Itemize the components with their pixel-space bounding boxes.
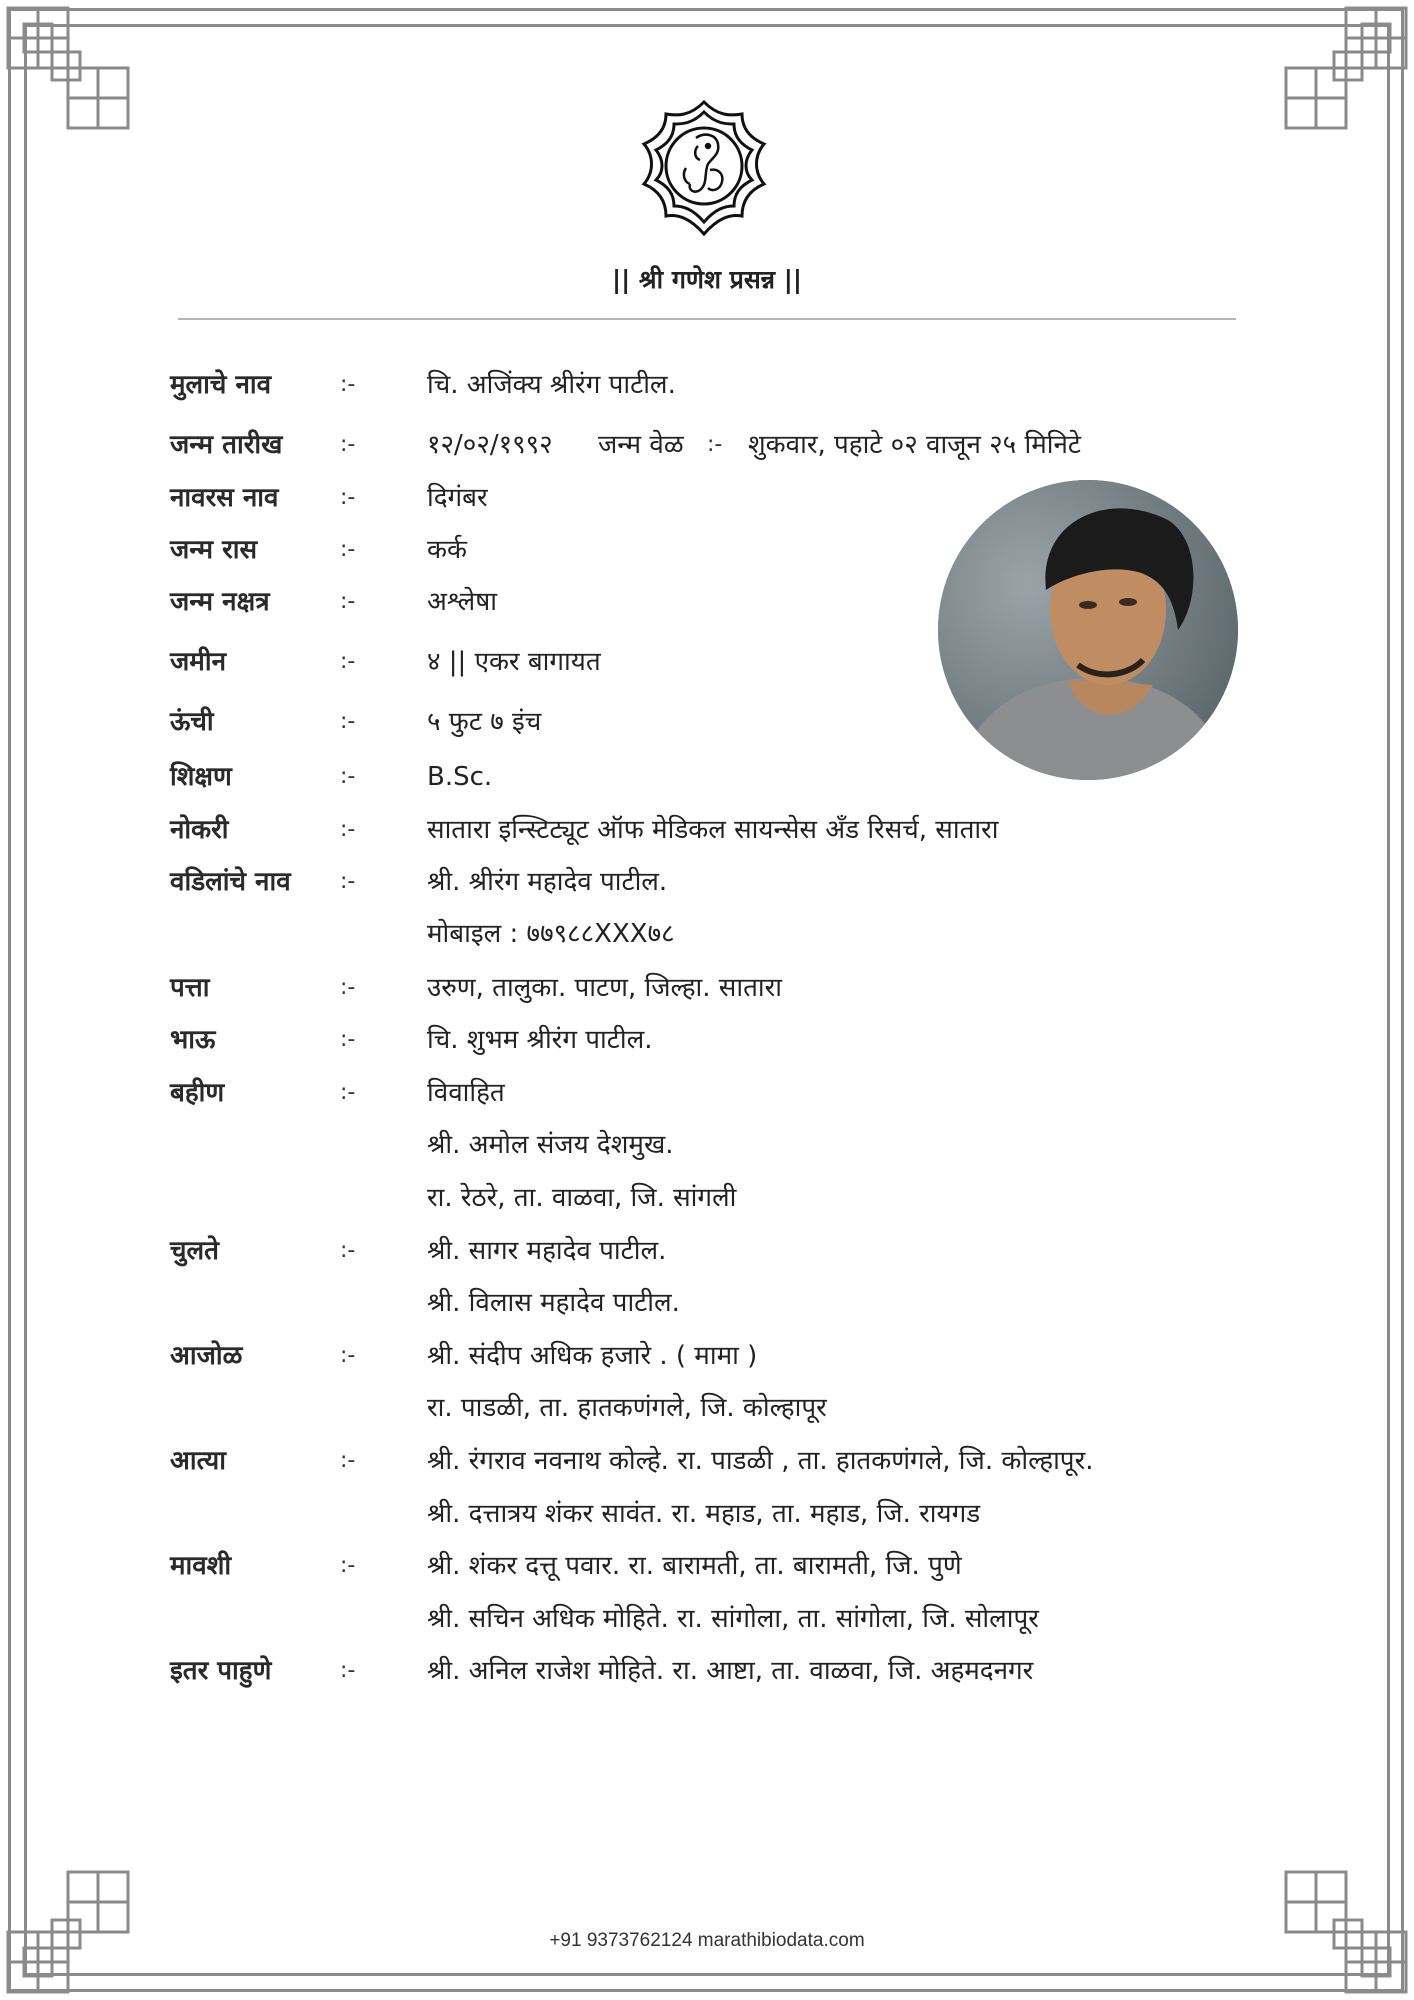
field-value: १२/०२/१९९२ (427, 430, 553, 460)
field-separator: :- (340, 975, 356, 1000)
field-value: श्री. अनिल राजेश मोहिते. रा. आष्टा, ता. वाळवा, जि. अहमदनगर (427, 1656, 1034, 1686)
field-separator: :- (340, 1238, 356, 1263)
field-value: श्री. सागर महादेव पाटील. (427, 1236, 667, 1266)
field-separator: :- (340, 1343, 356, 1368)
field-value: श्री. अमोल संजय देशमुख. (427, 1130, 674, 1160)
field-value: अश्लेषा (427, 587, 497, 617)
field-value: श्री. सचिन अधिक मोहिते. रा. सांगोला, ता. सांगोला, जि. सोलापूर (427, 1604, 1039, 1634)
field-separator: :- (340, 649, 356, 674)
field-value: विवाहित (427, 1078, 505, 1108)
field-separator: :- (340, 709, 356, 734)
person-portrait-icon (938, 480, 1238, 780)
field-separator: :- (340, 589, 356, 614)
field-value: उरुण, तालुका. पाटण, जिल्हा. सातारा (427, 973, 783, 1003)
field-separator: :- (340, 372, 356, 397)
field-value: चि. अजिंक्य श्रीरंग पाटील. (427, 370, 676, 400)
field-separator: :- (340, 1448, 356, 1473)
corner-ornament-icon (0, 0, 140, 140)
field-label: मावशी (170, 1551, 232, 1581)
field-label: जन्म रास (170, 535, 258, 565)
field-label: नोकरी (170, 815, 229, 845)
field-separator: :- (340, 1658, 356, 1683)
field-separator: :- (340, 537, 356, 562)
field-value: श्री. श्रीरंग महादेव पाटील. (427, 867, 668, 897)
field-separator: :- (340, 764, 356, 789)
footer-contact: +91 9373762124 marathibiodata.com (549, 1930, 865, 1951)
field-label: मुलाचे नाव (170, 370, 272, 400)
field-value: श्री. दत्तात्रय शंकर सावंत. रा. महाड, ता. महाड, जि. रायगड (427, 1499, 981, 1529)
field-value: रा. पाडळी, ता. हातकणंगले, जि. कोल्हापूर (427, 1393, 827, 1423)
field-value: श्री. रंगराव नवनाथ कोल्हे. रा. पाडळी , ता. हातकणंगले, जि. कोल्हापूर. (427, 1446, 1094, 1476)
profile-photo (938, 480, 1238, 780)
field-label: शिक्षण (170, 762, 232, 792)
field-separator: :- (340, 1553, 356, 1578)
field-label: ऊंची (170, 707, 214, 737)
field-value: ४ || एकर बागायत (427, 647, 601, 677)
field-value: सातारा इन्स्टिट्यूट ऑफ मेडिकल सायन्सेस अँड रिसर्च, सातारा (427, 815, 999, 845)
field-value: कर्क (427, 535, 467, 565)
field-separator: :- (340, 869, 356, 894)
field-label: जन्म नक्षत्र (170, 587, 270, 617)
field-value: B.Sc. (427, 762, 493, 792)
field-label: वडिलांचे नाव (170, 867, 291, 897)
field-label: जन्म तारीख (170, 430, 283, 460)
divider-line (178, 318, 1236, 320)
page-title: || श्री गणेश प्रसन्न || (611, 265, 803, 294)
field-value: रा. रेठरे, ता. वाळवा, जि. सांगली (427, 1183, 737, 1213)
field-label: आजोळ (170, 1341, 243, 1371)
birth-time-label: जन्म वेळ (598, 430, 684, 460)
field-value: चि. शुभम श्रीरंग पाटील. (427, 1025, 653, 1055)
field-label: बहीण (170, 1078, 225, 1108)
field-label: जमीन (170, 647, 227, 677)
field-label: आत्या (170, 1446, 226, 1476)
ganesh-emblem-icon (638, 98, 770, 238)
field-value: श्री. विलास महादेव पाटील. (427, 1288, 680, 1318)
field-label: भाऊ (170, 1025, 216, 1055)
field-value: मोबाइल : ७७९८८XXX७८ (427, 919, 675, 949)
field-value: दिगंबर (427, 483, 488, 513)
field-value: श्री. संदीप अधिक हजारे . ( मामा ) (427, 1341, 758, 1371)
field-label: नावरस नाव (170, 483, 279, 513)
field-label: इतर पाहुणे (170, 1656, 272, 1686)
field-separator: :- (340, 1080, 356, 1105)
field-separator: :- (340, 1027, 356, 1052)
birth-time-value: शुकवार, पहाटे ०२ वाजून २५ मिनिटे (748, 430, 1082, 460)
field-separator: :- (707, 432, 723, 457)
field-separator: :- (340, 432, 356, 457)
field-value: श्री. शंकर दत्तू पवार. रा. बारामती, ता. बारामती, जि. पुणे (427, 1551, 962, 1581)
field-separator: :- (340, 817, 356, 842)
field-label: चुलते (170, 1236, 219, 1266)
field-label: पत्ता (170, 973, 210, 1003)
field-separator: :- (340, 485, 356, 510)
field-value: ५ फुट ७ इंच (427, 707, 542, 737)
corner-ornament-icon (1274, 0, 1414, 140)
